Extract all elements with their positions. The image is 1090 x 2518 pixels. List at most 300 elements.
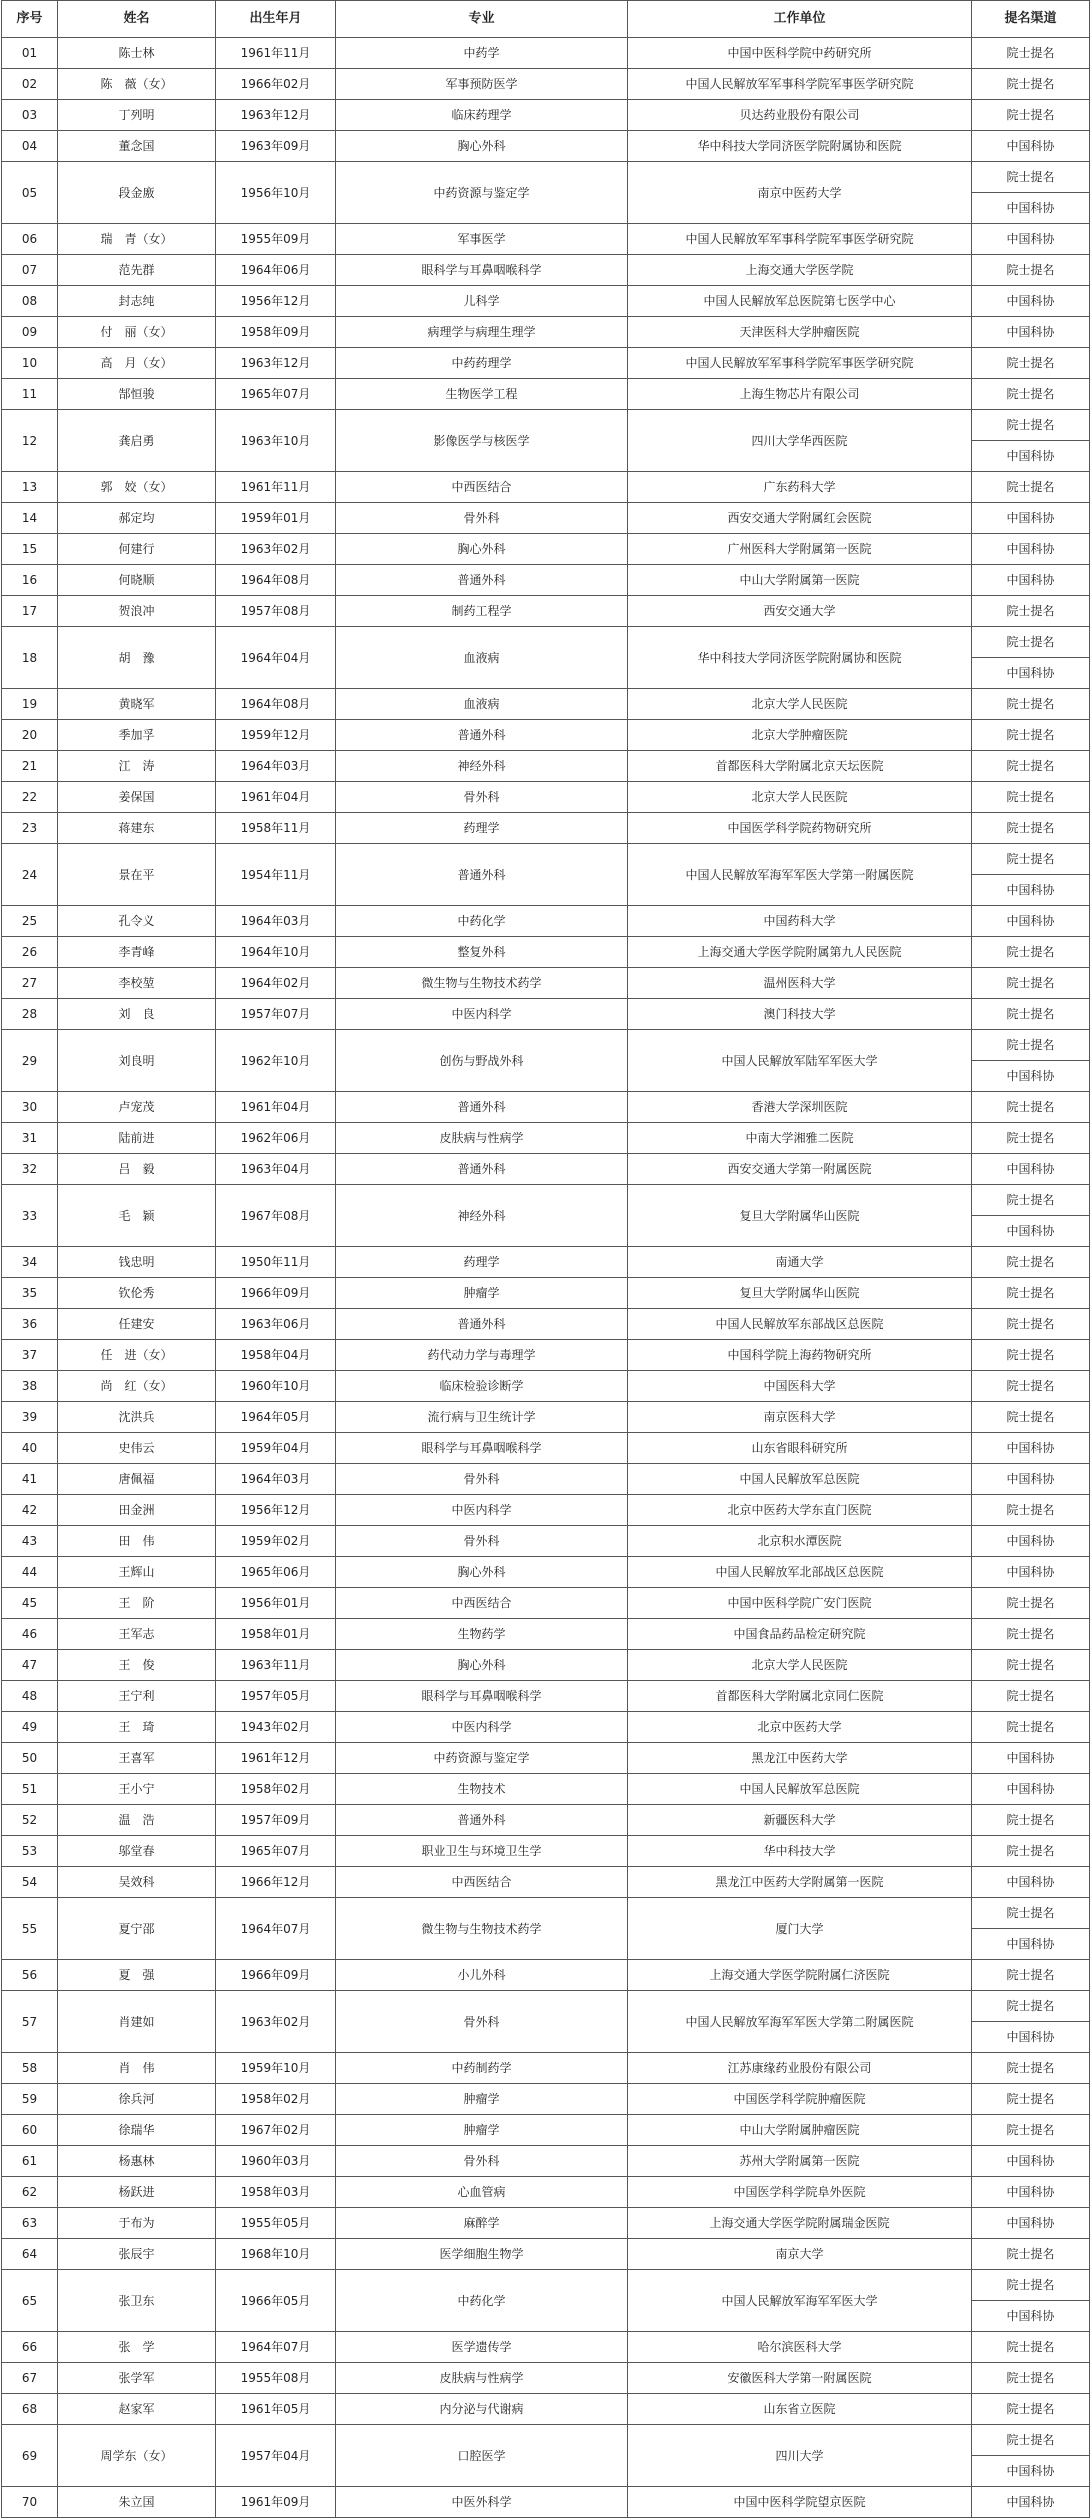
cell-name: 刘 良 <box>58 999 216 1030</box>
cell-name: 于布为 <box>58 2208 216 2239</box>
cell-channel <box>972 2425 1090 2487</box>
cell-seq: 30 <box>2 1092 58 1123</box>
cell-unit: 南京中医药大学 <box>628 162 972 224</box>
cell-seq: 67 <box>2 2363 58 2394</box>
cell-birth: 1966年02月 <box>216 69 336 100</box>
cell-major: 骨外科 <box>336 503 628 534</box>
cell-name: 王 俊 <box>58 1650 216 1681</box>
cell-seq: 62 <box>2 2177 58 2208</box>
cell-name: 范先群 <box>58 255 216 286</box>
cell-major: 医学细胞生物学 <box>336 2239 628 2270</box>
table-row <box>2 689 1090 720</box>
cell-channel: 中国科协 <box>972 1433 1090 1464</box>
cell-channel: 院士提名 <box>972 2053 1090 2084</box>
cell-name: 杨惠林 <box>58 2146 216 2177</box>
cell-major: 药代动力学与毒理学 <box>336 1340 628 1371</box>
cell-major: 普通外科 <box>336 1805 628 1836</box>
cell-seq: 28 <box>2 999 58 1030</box>
cell-seq: 21 <box>2 751 58 782</box>
cell-name: 任 进（女） <box>58 1340 216 1371</box>
cell-channel <box>972 1185 1090 1247</box>
cell-unit: 中国人民解放军海军军医大学第二附属医院 <box>628 1991 972 2053</box>
cell-name: 卢宠茂 <box>58 1092 216 1123</box>
cell-birth: 1965年07月 <box>216 379 336 410</box>
cell-birth: 1967年08月 <box>216 1185 336 1247</box>
cell-name: 陈士林 <box>58 38 216 69</box>
cell-name: 王 琦 <box>58 1712 216 1743</box>
channel-entry: 中国科协 <box>972 874 1089 905</box>
table-row <box>2 1247 1090 1278</box>
cell-channel: 中国科协 <box>972 1867 1090 1898</box>
cell-unit: 上海交通大学医学院附属第九人民医院 <box>628 937 972 968</box>
cell-name: 王宁利 <box>58 1681 216 1712</box>
cell-name: 任建安 <box>58 1309 216 1340</box>
cell-name: 钱忠明 <box>58 1247 216 1278</box>
cell-channel: 院士提名 <box>972 782 1090 813</box>
cell-seq: 29 <box>2 1030 58 1092</box>
cell-unit: 西安交通大学附属红会医院 <box>628 503 972 534</box>
cell-channel: 院士提名 <box>972 1495 1090 1526</box>
cell-seq: 15 <box>2 534 58 565</box>
cell-seq: 57 <box>2 1991 58 2053</box>
cell-name: 高 月（女） <box>58 348 216 379</box>
cell-name: 赵家军 <box>58 2394 216 2425</box>
cell-major: 普通外科 <box>336 1092 628 1123</box>
cell-seq: 22 <box>2 782 58 813</box>
table-row <box>2 596 1090 627</box>
cell-seq: 32 <box>2 1154 58 1185</box>
cell-channel: 院士提名 <box>972 937 1090 968</box>
cell-name: 张学军 <box>58 2363 216 2394</box>
cell-unit: 首都医科大学附属北京同仁医院 <box>628 1681 972 1712</box>
table-header-row <box>2 1 1090 38</box>
cell-seq: 02 <box>2 69 58 100</box>
cell-unit: 中国药科大学 <box>628 906 972 937</box>
cell-channel: 院士提名 <box>972 1712 1090 1743</box>
table-row <box>2 317 1090 348</box>
cell-channel: 中国科协 <box>972 1526 1090 1557</box>
table-row <box>2 100 1090 131</box>
cell-major: 创伤与野战外科 <box>336 1030 628 1092</box>
cell-seq: 70 <box>2 2487 58 2518</box>
table-row <box>2 503 1090 534</box>
cell-unit: 复旦大学附属华山医院 <box>628 1278 972 1309</box>
table-row <box>2 1898 1090 1960</box>
table-row <box>2 2239 1090 2270</box>
cell-seq: 39 <box>2 1402 58 1433</box>
cell-name: 毛 颖 <box>58 1185 216 1247</box>
cell-unit: 上海交通大学医学院附属瑞金医院 <box>628 2208 972 2239</box>
channel-entry: 院士提名 <box>1006 170 1055 184</box>
cell-name: 瑞 青（女） <box>58 224 216 255</box>
table-row <box>2 2177 1090 2208</box>
cell-name: 吴效科 <box>58 1867 216 1898</box>
cell-channel: 院士提名 <box>972 999 1090 1030</box>
cell-major: 肿瘤学 <box>336 2115 628 2146</box>
table-row <box>2 906 1090 937</box>
cell-unit: 中国医科大学 <box>628 1371 972 1402</box>
table-row <box>2 131 1090 162</box>
cell-birth: 1955年08月 <box>216 2363 336 2394</box>
cell-birth: 1959年10月 <box>216 2053 336 2084</box>
table-row <box>2 1340 1090 1371</box>
cell-major: 胸心外科 <box>336 131 628 162</box>
cell-seq: 18 <box>2 627 58 689</box>
cell-name: 江 涛 <box>58 751 216 782</box>
cell-major: 制药工程学 <box>336 596 628 627</box>
cell-name: 付 丽（女） <box>58 317 216 348</box>
cell-birth: 1963年02月 <box>216 1991 336 2053</box>
table-row <box>2 1030 1090 1092</box>
cell-name: 朱立国 <box>58 2487 216 2518</box>
cell-birth: 1964年03月 <box>216 751 336 782</box>
cell-birth: 1961年11月 <box>216 38 336 69</box>
cell-major: 骨外科 <box>336 1526 628 1557</box>
cell-channel: 院士提名 <box>972 379 1090 410</box>
cell-unit: 中南大学湘雅二医院 <box>628 1123 972 1154</box>
cell-major: 神经外科 <box>336 1185 628 1247</box>
cell-unit: 天津医科大学肿瘤医院 <box>628 317 972 348</box>
cell-name: 封志纯 <box>58 286 216 317</box>
table-row <box>2 1433 1090 1464</box>
cell-channel: 中国科协 <box>972 534 1090 565</box>
channel-entry: 院士提名 <box>1006 1193 1055 1207</box>
header-name: 姓名 <box>58 1 216 38</box>
cell-channel: 院士提名 <box>972 1681 1090 1712</box>
table-row <box>2 1371 1090 1402</box>
cell-major: 生物医学工程 <box>336 379 628 410</box>
cell-birth: 1966年09月 <box>216 1278 336 1309</box>
cell-birth: 1959年01月 <box>216 503 336 534</box>
cell-unit: 中国中医科学院望京医院 <box>628 2487 972 2518</box>
cell-birth: 1963年02月 <box>216 534 336 565</box>
cell-major: 儿科学 <box>336 286 628 317</box>
cell-name: 蒋建东 <box>58 813 216 844</box>
cell-channel: 院士提名 <box>972 1371 1090 1402</box>
cell-major: 生物药学 <box>336 1619 628 1650</box>
cell-channel: 院士提名 <box>972 255 1090 286</box>
cell-major: 胸心外科 <box>336 1650 628 1681</box>
cell-major: 普通外科 <box>336 844 628 906</box>
cell-major: 胸心外科 <box>336 1557 628 1588</box>
channel-entry: 院士提名 <box>1006 852 1055 866</box>
cell-name: 黄晓军 <box>58 689 216 720</box>
table-row <box>2 1774 1090 1805</box>
cell-major: 药理学 <box>336 813 628 844</box>
cell-major: 中药药理学 <box>336 348 628 379</box>
cell-unit: 中国中医科学院广安门医院 <box>628 1588 972 1619</box>
cell-channel: 院士提名 <box>972 2115 1090 2146</box>
cell-birth: 1961年11月 <box>216 472 336 503</box>
cell-birth: 1964年06月 <box>216 255 336 286</box>
cell-name: 杨跃进 <box>58 2177 216 2208</box>
channel-entry: 院士提名 <box>1006 1999 1055 2013</box>
cell-major: 内分泌与代谢病 <box>336 2394 628 2425</box>
cell-birth: 1963年12月 <box>216 348 336 379</box>
cell-major: 中药制药学 <box>336 2053 628 2084</box>
cell-channel <box>972 1030 1090 1092</box>
cell-seq: 36 <box>2 1309 58 1340</box>
cell-channel: 中国科协 <box>972 317 1090 348</box>
cell-major: 医学遗传学 <box>336 2332 628 2363</box>
nominee-table <box>1 0 1090 2518</box>
cell-channel: 院士提名 <box>972 100 1090 131</box>
cell-channel: 院士提名 <box>972 1092 1090 1123</box>
cell-unit: 温州医科大学 <box>628 968 972 999</box>
table-row <box>2 286 1090 317</box>
cell-unit: 中国人民解放军军事科学院军事医学研究院 <box>628 224 972 255</box>
cell-channel <box>972 162 1090 224</box>
cell-seq: 49 <box>2 1712 58 1743</box>
cell-seq: 61 <box>2 2146 58 2177</box>
cell-birth: 1964年03月 <box>216 1464 336 1495</box>
table-row <box>2 2487 1090 2518</box>
cell-birth: 1958年11月 <box>216 813 336 844</box>
cell-major: 临床检验诊断学 <box>336 1371 628 1402</box>
cell-major: 胸心外科 <box>336 534 628 565</box>
table-row <box>2 1681 1090 1712</box>
cell-major: 肿瘤学 <box>336 1278 628 1309</box>
cell-major: 中药化学 <box>336 2270 628 2332</box>
table-row <box>2 410 1090 472</box>
channel-entry: 院士提名 <box>1006 2433 1055 2447</box>
table-row <box>2 1867 1090 1898</box>
cell-seq: 37 <box>2 1340 58 1371</box>
table-row <box>2 162 1090 224</box>
cell-birth: 1959年12月 <box>216 720 336 751</box>
cell-seq: 41 <box>2 1464 58 1495</box>
cell-name: 姜保国 <box>58 782 216 813</box>
cell-birth: 1957年08月 <box>216 596 336 627</box>
cell-seq: 56 <box>2 1960 58 1991</box>
cell-major: 骨外科 <box>336 2146 628 2177</box>
cell-channel: 院士提名 <box>972 1247 1090 1278</box>
cell-seq: 07 <box>2 255 58 286</box>
cell-birth: 1956年01月 <box>216 1588 336 1619</box>
cell-major: 流行病与卫生统计学 <box>336 1402 628 1433</box>
cell-major: 中药资源与鉴定学 <box>336 1743 628 1774</box>
cell-channel: 中国科协 <box>972 286 1090 317</box>
cell-birth: 1956年12月 <box>216 1495 336 1526</box>
cell-channel: 院士提名 <box>972 813 1090 844</box>
cell-channel: 中国科协 <box>972 1743 1090 1774</box>
cell-major: 普通外科 <box>336 1154 628 1185</box>
cell-birth: 1963年06月 <box>216 1309 336 1340</box>
cell-unit: 四川大学华西医院 <box>628 410 972 472</box>
channel-entry: 中国科协 <box>972 2300 1089 2331</box>
cell-name: 李校堃 <box>58 968 216 999</box>
cell-major: 眼科学与耳鼻咽喉科学 <box>336 1433 628 1464</box>
cell-unit: 中国人民解放军海军军医大学第一附属医院 <box>628 844 972 906</box>
cell-birth: 1966年09月 <box>216 1960 336 1991</box>
cell-channel: 中国科协 <box>972 1154 1090 1185</box>
cell-major: 皮肤病与性病学 <box>336 1123 628 1154</box>
cell-major: 普通外科 <box>336 1309 628 1340</box>
table-row <box>2 1743 1090 1774</box>
cell-birth: 1964年02月 <box>216 968 336 999</box>
cell-seq: 16 <box>2 565 58 596</box>
cell-unit: 中国食品药品检定研究院 <box>628 1619 972 1650</box>
cell-major: 中医外科学 <box>336 2487 628 2518</box>
cell-name: 沈洪兵 <box>58 1402 216 1433</box>
cell-seq: 20 <box>2 720 58 751</box>
cell-unit: 中国医学科学院肿瘤医院 <box>628 2084 972 2115</box>
cell-name: 田 伟 <box>58 1526 216 1557</box>
channel-entry: 院士提名 <box>1006 2278 1055 2292</box>
cell-birth: 1958年04月 <box>216 1340 336 1371</box>
cell-major: 心血管病 <box>336 2177 628 2208</box>
cell-unit: 西安交通大学 <box>628 596 972 627</box>
cell-channel: 院士提名 <box>972 2394 1090 2425</box>
table-row <box>2 1495 1090 1526</box>
cell-birth: 1961年05月 <box>216 2394 336 2425</box>
cell-unit: 哈尔滨医科大学 <box>628 2332 972 2363</box>
cell-name: 段金廒 <box>58 162 216 224</box>
cell-seq: 48 <box>2 1681 58 1712</box>
cell-unit: 安徽医科大学第一附属医院 <box>628 2363 972 2394</box>
cell-major: 眼科学与耳鼻咽喉科学 <box>336 1681 628 1712</box>
cell-major: 中西医结合 <box>336 472 628 503</box>
cell-unit: 华中科技大学同济医学院附属协和医院 <box>628 627 972 689</box>
cell-channel: 中国科协 <box>972 1557 1090 1588</box>
cell-unit: 华中科技大学同济医学院附属协和医院 <box>628 131 972 162</box>
cell-channel: 中国科协 <box>972 565 1090 596</box>
cell-name: 邬堂春 <box>58 1836 216 1867</box>
cell-seq: 40 <box>2 1433 58 1464</box>
cell-major: 军事医学 <box>336 224 628 255</box>
cell-major: 神经外科 <box>336 751 628 782</box>
cell-seq: 25 <box>2 906 58 937</box>
cell-unit: 贝达药业股份有限公司 <box>628 100 972 131</box>
cell-name: 田金洲 <box>58 1495 216 1526</box>
cell-seq: 46 <box>2 1619 58 1650</box>
table-row <box>2 1836 1090 1867</box>
cell-birth: 1960年03月 <box>216 2146 336 2177</box>
table-row <box>2 1185 1090 1247</box>
cell-seq: 52 <box>2 1805 58 1836</box>
cell-channel: 中国科协 <box>972 2487 1090 2518</box>
cell-name: 龚启勇 <box>58 410 216 472</box>
table-row <box>2 1092 1090 1123</box>
cell-unit: 首都医科大学附属北京天坛医院 <box>628 751 972 782</box>
cell-seq: 04 <box>2 131 58 162</box>
cell-birth: 1966年05月 <box>216 2270 336 2332</box>
cell-channel <box>972 2270 1090 2332</box>
header-seq: 序号 <box>2 1 58 38</box>
cell-channel <box>972 627 1090 689</box>
cell-unit: 中国中医科学院中药研究所 <box>628 38 972 69</box>
channel-entry: 中国科协 <box>972 1060 1089 1091</box>
cell-seq: 47 <box>2 1650 58 1681</box>
cell-seq: 14 <box>2 503 58 534</box>
cell-birth: 1964年10月 <box>216 937 336 968</box>
cell-birth: 1957年05月 <box>216 1681 336 1712</box>
cell-birth: 1967年02月 <box>216 2115 336 2146</box>
cell-birth: 1957年09月 <box>216 1805 336 1836</box>
cell-major: 骨外科 <box>336 1464 628 1495</box>
cell-unit: 黑龙江中医药大学附属第一医院 <box>628 1867 972 1898</box>
table-row <box>2 1588 1090 1619</box>
cell-birth: 1954年11月 <box>216 844 336 906</box>
cell-name: 郜恒骏 <box>58 379 216 410</box>
cell-birth: 1943年02月 <box>216 1712 336 1743</box>
cell-birth: 1961年04月 <box>216 1092 336 1123</box>
cell-seq: 26 <box>2 937 58 968</box>
cell-unit: 广州医科大学附属第一医院 <box>628 534 972 565</box>
cell-major: 口腔医学 <box>336 2425 628 2487</box>
cell-birth: 1965年07月 <box>216 1836 336 1867</box>
cell-major: 中西医结合 <box>336 1867 628 1898</box>
cell-channel: 院士提名 <box>972 1123 1090 1154</box>
cell-seq: 17 <box>2 596 58 627</box>
cell-name: 陆前进 <box>58 1123 216 1154</box>
table-row <box>2 2084 1090 2115</box>
cell-name: 季加孚 <box>58 720 216 751</box>
cell-unit: 山东省眼科研究所 <box>628 1433 972 1464</box>
cell-major: 生物技术 <box>336 1774 628 1805</box>
cell-channel: 中国科协 <box>972 1464 1090 1495</box>
cell-channel: 院士提名 <box>972 720 1090 751</box>
cell-unit: 山东省立医院 <box>628 2394 972 2425</box>
header-birth: 出生年月 <box>216 1 336 38</box>
cell-birth: 1961年04月 <box>216 782 336 813</box>
cell-channel: 院士提名 <box>972 2363 1090 2394</box>
cell-birth: 1958年03月 <box>216 2177 336 2208</box>
cell-birth: 1968年10月 <box>216 2239 336 2270</box>
cell-channel: 院士提名 <box>972 596 1090 627</box>
cell-birth: 1964年05月 <box>216 1402 336 1433</box>
cell-major: 中医内科学 <box>336 999 628 1030</box>
cell-birth: 1963年12月 <box>216 100 336 131</box>
channel-entry: 院士提名 <box>1006 418 1055 432</box>
table-row <box>2 565 1090 596</box>
cell-seq: 31 <box>2 1123 58 1154</box>
cell-birth: 1963年11月 <box>216 1650 336 1681</box>
cell-birth: 1958年02月 <box>216 2084 336 2115</box>
cell-name: 张卫东 <box>58 2270 216 2332</box>
cell-channel: 中国科协 <box>972 131 1090 162</box>
table-row <box>2 1464 1090 1495</box>
cell-channel: 院士提名 <box>972 968 1090 999</box>
cell-major: 小儿外科 <box>336 1960 628 1991</box>
cell-birth: 1950年11月 <box>216 1247 336 1278</box>
cell-major: 眼科学与耳鼻咽喉科学 <box>336 255 628 286</box>
cell-name: 肖建如 <box>58 1991 216 2053</box>
cell-unit: 北京中医药大学东直门医院 <box>628 1495 972 1526</box>
cell-unit: 西安交通大学第一附属医院 <box>628 1154 972 1185</box>
cell-seq: 27 <box>2 968 58 999</box>
table-row <box>2 813 1090 844</box>
cell-unit: 北京中医药大学 <box>628 1712 972 1743</box>
cell-unit: 中山大学附属第一医院 <box>628 565 972 596</box>
cell-seq: 12 <box>2 410 58 472</box>
cell-name: 胡 豫 <box>58 627 216 689</box>
cell-birth: 1955年05月 <box>216 2208 336 2239</box>
cell-major: 微生物与生物技术药学 <box>336 1898 628 1960</box>
cell-unit: 中国人民解放军总医院 <box>628 1774 972 1805</box>
table-row <box>2 1712 1090 1743</box>
table-row <box>2 1123 1090 1154</box>
cell-birth: 1961年12月 <box>216 1743 336 1774</box>
cell-major: 普通外科 <box>336 565 628 596</box>
cell-birth: 1957年07月 <box>216 999 336 1030</box>
table-row <box>2 1526 1090 1557</box>
table-row <box>2 1619 1090 1650</box>
cell-unit: 中国人民解放军海军军医大学 <box>628 2270 972 2332</box>
table-row <box>2 1309 1090 1340</box>
cell-birth: 1959年02月 <box>216 1526 336 1557</box>
cell-unit: 中国人民解放军东部战区总医院 <box>628 1309 972 1340</box>
